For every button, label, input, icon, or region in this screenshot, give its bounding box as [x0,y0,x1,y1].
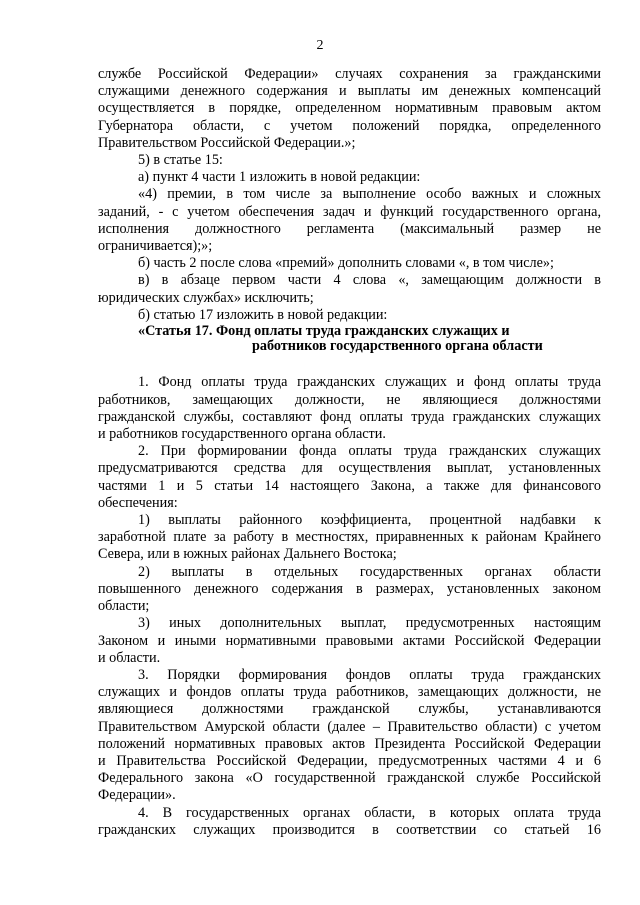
text-line: и Правительства Российской Федерации, предусмотренных частями 4 и 6 [98,752,601,769]
text-line: заработной плате за работу в местностях, приравненных к районам Крайнего [98,529,601,546]
text-line: в) в абзаце первом части 4 слова «, замещающим должности в [138,272,601,289]
text-line: Правительством Российской Федерации.»; [98,134,356,151]
text-line: 1. Фонд оплаты труда гражданских служащих и фонд оплаты труда [138,374,601,391]
text-line: положений нормативных правовых актов Президента Российской Федерации [98,735,601,752]
text-line: б) статью 17 изложить в новой редакции: [138,306,388,323]
text-line: 1) выплаты районного коэффициента, процентной надбавки к [138,512,601,529]
text-line: б) часть 2 после слова «премий» дополнить словами «, в том числе»; [138,255,554,272]
text-line: Законом и иными нормативными правовыми актами Российской Федерации [98,632,601,649]
text-line: «4) премии, в том числе за выполнение особо важных и сложных [138,186,601,203]
text-line: повышенного денежного содержания в размерах, установленных законом [98,580,601,597]
text-line: частями 1 и 5 статьи 14 настоящего Закона, а также для финансового [98,477,601,494]
document-body [98,66,601,839]
text-line: 2) выплаты в отдельных государственных органах области [138,563,601,580]
text-line: 4. В государственных органах области, в которых оплата труда [138,804,601,821]
text-line: 3. Порядки формирования фондов оплаты труда гражданских [138,666,601,683]
text-line: области; [98,598,150,615]
text-line: Федерального закона «О государственной гражданской службе Российской [98,770,601,787]
text-line: обеспечения: [98,494,178,511]
article-title [98,324,601,354]
text-line: гражданской службы, составляют фонд оплаты труда гражданских служащих [98,408,601,425]
text-line: 5) в статье 15: [138,152,223,169]
page-number: 2 [316,38,324,53]
text-line: юридических службах» исключить; [98,289,314,306]
text-line: предусматриваются средства для осуществления выплат, установленных [98,460,601,477]
text-line: а) пункт 4 части 1 изложить в новой редакции: [138,169,421,186]
text-line: и области. [98,649,161,666]
blank-line [98,354,601,374]
text-line: Губернатора области, с учетом положений порядка, определенного [98,117,601,134]
text-line: исполнения должностного регламента (максимальный размер не [98,220,601,237]
text-line: и работников государственного органа области. [98,426,386,443]
text-line: службе Российской Федерации» случаях сохранения за гражданскими [98,66,601,82]
text-line: Севера, или в южных районах Дальнего Востока; [98,546,397,563]
text-line: 2. При формировании фонда оплаты труда гражданских служащих [138,443,601,460]
text-line: служащих и фондов оплаты труда работников, замещающих должности, не [98,684,601,701]
text-line: осуществляется в порядке, определенном нормативным правовым актом [98,100,601,117]
text-line: работников, замещающих должности, не являющиеся должностями [98,391,601,408]
text-line: являющиеся должностями гражданской службы, устанавливаются [98,701,601,718]
text-line: 3) иных дополнительных выплат, предусмотренных настоящим [138,615,601,632]
text-line: Правительством Амурской области (далее – Правительство области) с учетом [98,718,601,735]
text-line: заданий, - с учетом обеспечения задач и функций государственного органа, [98,203,601,220]
text-line: Федерации». [98,787,176,804]
text-line: гражданских служащих производится в соответствии со статьей 16 [98,821,601,838]
article-title-line-2: работников государственного органа области [252,338,543,355]
article-title-line-1: «Статья 17. Фонд оплаты труда гражданских служащих и [138,323,510,340]
text-line: служащими денежного содержания и выплаты им денежных компенсаций [98,83,601,100]
text-line: ограничивается);»; [98,238,213,255]
